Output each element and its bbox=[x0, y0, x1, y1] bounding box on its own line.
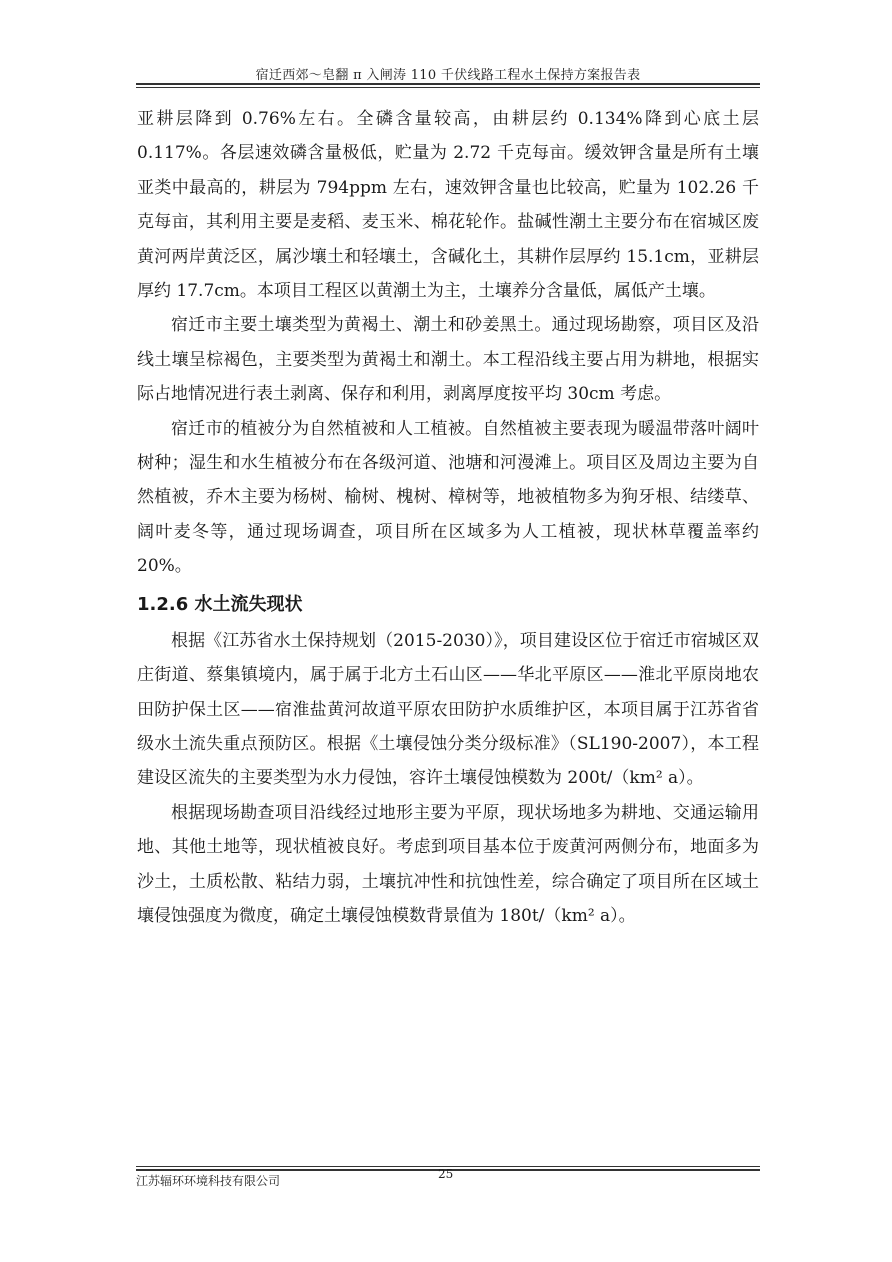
paragraph-soil-nutrients: 亚耕层降到 0.76%左右。全磷含量较高，由耕层约 0.134%降到心底土层 0.117%。各层速效磷含量极低，贮量为 2.72 千克每亩。缓效钾含量是所有土壤亚类中最高的，耕层为 794ppm 左右，速效钾含量也比较高，贮量为 102.26 千克每亩，其利用主要是麦稻、麦玉米、棉花轮作。盐碱性潮土主要分布在宿城区废黄河两岸黄泛区，属沙壤土和轻壤土，含碱化土，其耕作层厚约 15.1cm，亚耕层厚约 17.7cm。本项目工程区以黄潮土为主，土壤养分含量低，属低产土壤。 bbox=[137, 109, 759, 302]
document-body bbox=[137, 102, 759, 933]
footer-company: 江苏辐环环境科技有限公司 bbox=[136, 1174, 281, 1188]
paragraph-erosion-background: 根据现场勘查项目沿线经过地形主要为平原，现状场地多为耕地、交通运输用地、其他土地等，现状植被良好。考虑到项目基本位于废黄河两侧分布，地面多为沙土，土质松散、粘结力弱，土壤抗冲性和抗蚀性差，综合确定了项目所在区域土壤侵蚀强度为微度，确定土壤侵蚀模数背景值为 180t/（km² a）。 bbox=[137, 802, 759, 926]
header-rule-thick bbox=[136, 83, 760, 85]
paragraph-soil-types: 宿迁市主要土壤类型为黄褐土、潮土和砂姜黑土。通过现场勘察，项目区及沿线土壤呈棕褐色，主要类型为黄褐土和潮土。本工程沿线主要占用为耕地，根据实际占地情况进行表土剥离、保存和利用，剥离厚度按平均 30cm 考虑。 bbox=[137, 315, 759, 405]
paragraph-vegetation: 宿迁市的植被分为自然植被和人工植被。自然植被主要表现为暖温带落叶阔叶树种；湿生和水生植被分布在各级河道、池塘和河漫滩上。项目区及周边主要为自然植被，乔木主要为杨树、榆树、槐树、樟树等，地被植物多为狗牙根、结缕草、阔叶麦冬等，通过现场调查，项目所在区域多为人工植被，现状林草覆盖率约 20%。 bbox=[137, 418, 759, 577]
header-rule-thin bbox=[136, 87, 760, 88]
section-heading: 1.2.6 水土流失现状 bbox=[137, 593, 303, 615]
header-title: 宿迁西郊～皂翻 π 入闸涛 110 千伏线路工程水土保持方案报告表 bbox=[255, 68, 641, 83]
page-number: 25 bbox=[438, 1167, 454, 1181]
paragraph-erosion-zoning: 根据《江苏省水土保持规划（2015-2030）》，项目建设区位于宿迁市宿城区双庄街道、蔡集镇境内，属于属于北方土石山区——华北平原区——淮北平原岗地农田防护保土区——宿淮盐黄河故道平原农田防护水质维护区，本项目属于江苏省省级水土流失重点预防区。根据《土壤侵蚀分类分级标准》（SL190-2007），本工程建设区流失的主要类型为水力侵蚀，容许土壤侵蚀模数为 200t/（km² a）。 bbox=[137, 630, 759, 789]
